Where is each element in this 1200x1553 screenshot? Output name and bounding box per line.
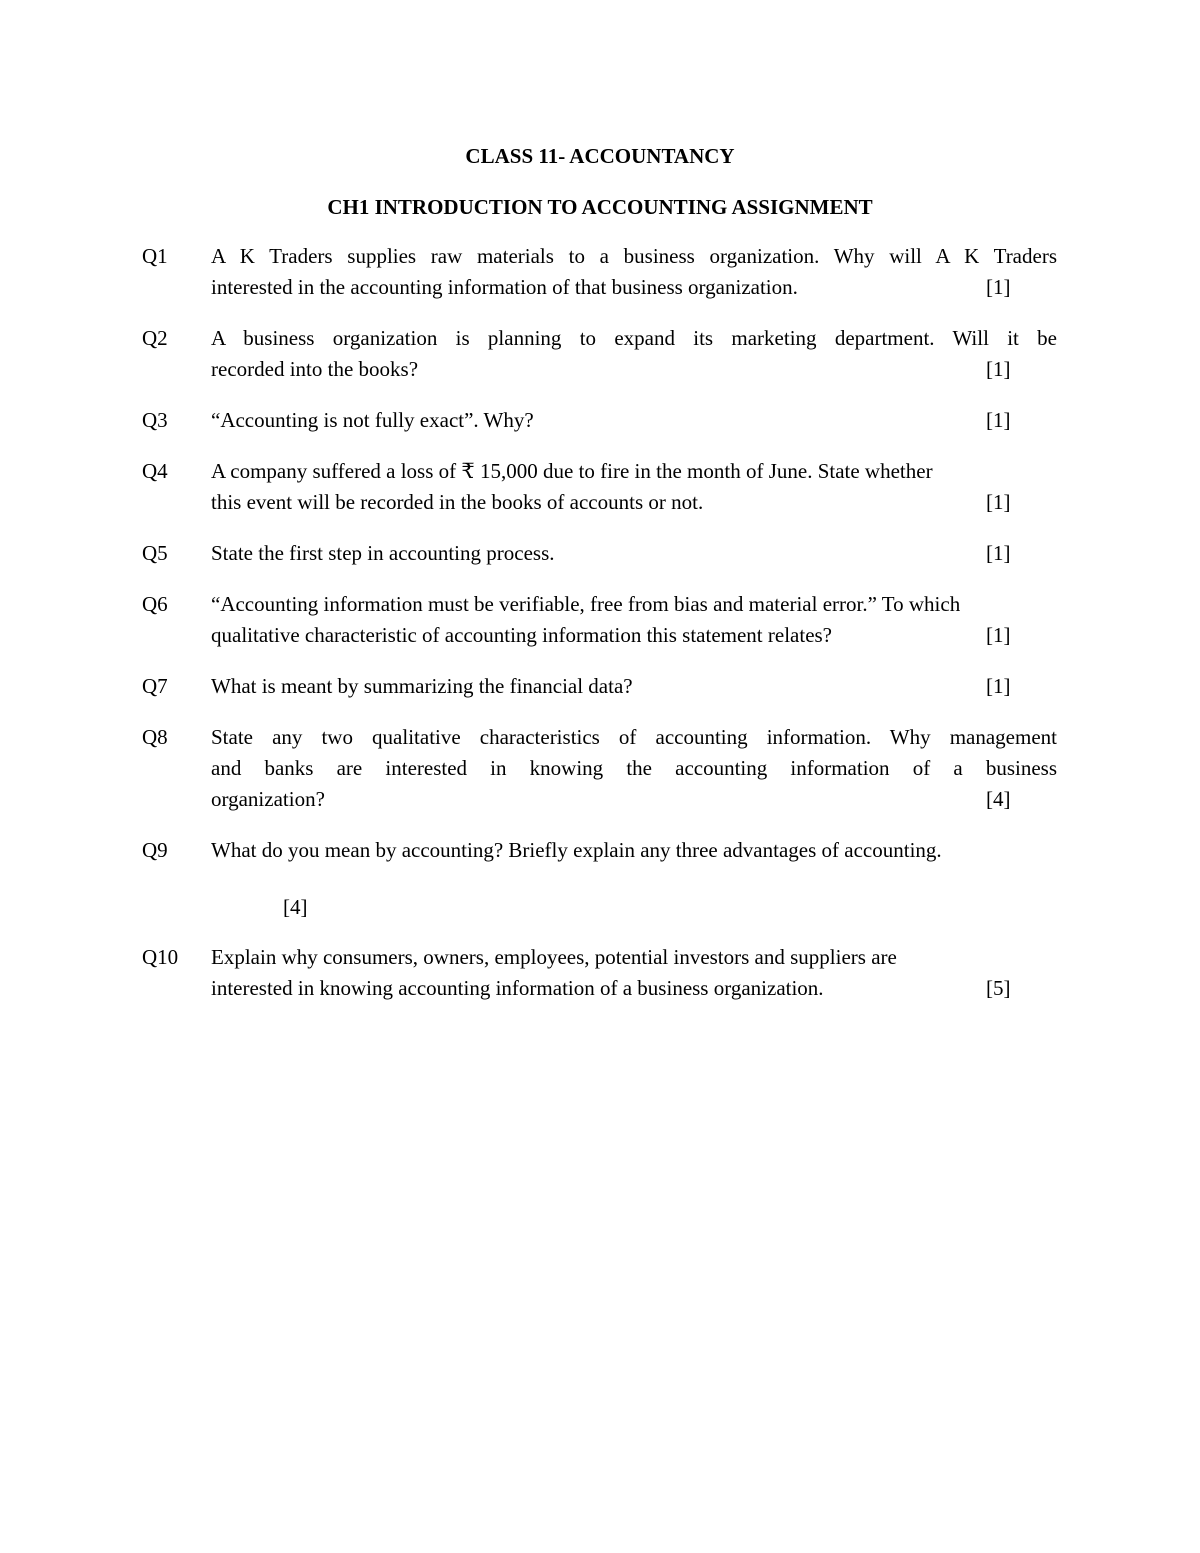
question-marks: [4]: [283, 895, 308, 919]
class-title: CLASS 11- ACCOUNTANCY: [465, 144, 735, 168]
assignment-title: CH1 INTRODUCTION TO ACCOUNTING ASSIGNMENT: [327, 195, 873, 219]
question-text-line: State the first step in accounting process.: [211, 541, 555, 565]
question-number: Q2: [142, 326, 168, 350]
question-text-line: and banks are interested in knowing the accounting information of a business: [211, 756, 1057, 780]
question-number: Q5: [142, 541, 168, 565]
question-number: Q7: [142, 674, 168, 698]
question-text-line: A business organization is planning to expand its marketing department. Will it be: [211, 326, 1057, 350]
question-number: Q9: [142, 838, 168, 862]
question-text-line: “Accounting information must be verifiable, free from bias and material error.” To which: [211, 592, 961, 616]
question-text-line: A K Traders supplies raw materials to a business organization. Why will A K Traders: [211, 244, 1057, 268]
question-text-line: What is meant by summarizing the financial data?: [211, 674, 633, 698]
question-text-line: organization?: [211, 787, 325, 811]
question-text-line: interested in knowing accounting information of a business organization.: [211, 976, 824, 1000]
question-number: Q8: [142, 725, 168, 749]
question-marks: [1]: [986, 623, 1011, 647]
question-number: Q3: [142, 408, 168, 432]
question-text-line: interested in the accounting information of that business organization.: [211, 275, 798, 299]
question-marks: [1]: [986, 408, 1011, 432]
question-marks: [1]: [986, 357, 1011, 381]
question-text-line: recorded into the books?: [211, 357, 419, 381]
question-text-line: Explain why consumers, owners, employees, potential investors and suppliers are: [211, 945, 897, 969]
question-marks: [1]: [986, 275, 1011, 299]
question-text-line: “Accounting is not fully exact”. Why?: [211, 408, 534, 432]
question-text-line: State any two qualitative characteristics of accounting information. Why management: [211, 725, 1057, 749]
question-text-line: qualitative characteristic of accounting information this statement relates?: [211, 623, 833, 647]
question-text-line: this event will be recorded in the books of accounts or not.: [211, 490, 704, 514]
question-number: Q6: [142, 592, 168, 616]
question-marks: [5]: [986, 976, 1011, 1000]
question-number: Q10: [142, 945, 179, 969]
question-number: Q4: [142, 459, 168, 483]
question-marks: [1]: [986, 674, 1011, 698]
question-number: Q1: [142, 244, 168, 268]
question-marks: [1]: [986, 541, 1011, 565]
question-text-line: A company suffered a loss of ₹ 15,000 due to fire in the month of June. State whether: [211, 459, 933, 483]
question-text-line: What do you mean by accounting? Briefly explain any three advantages of accounting.: [211, 838, 942, 862]
question-marks: [1]: [986, 490, 1011, 514]
question-marks: [4]: [986, 787, 1011, 811]
